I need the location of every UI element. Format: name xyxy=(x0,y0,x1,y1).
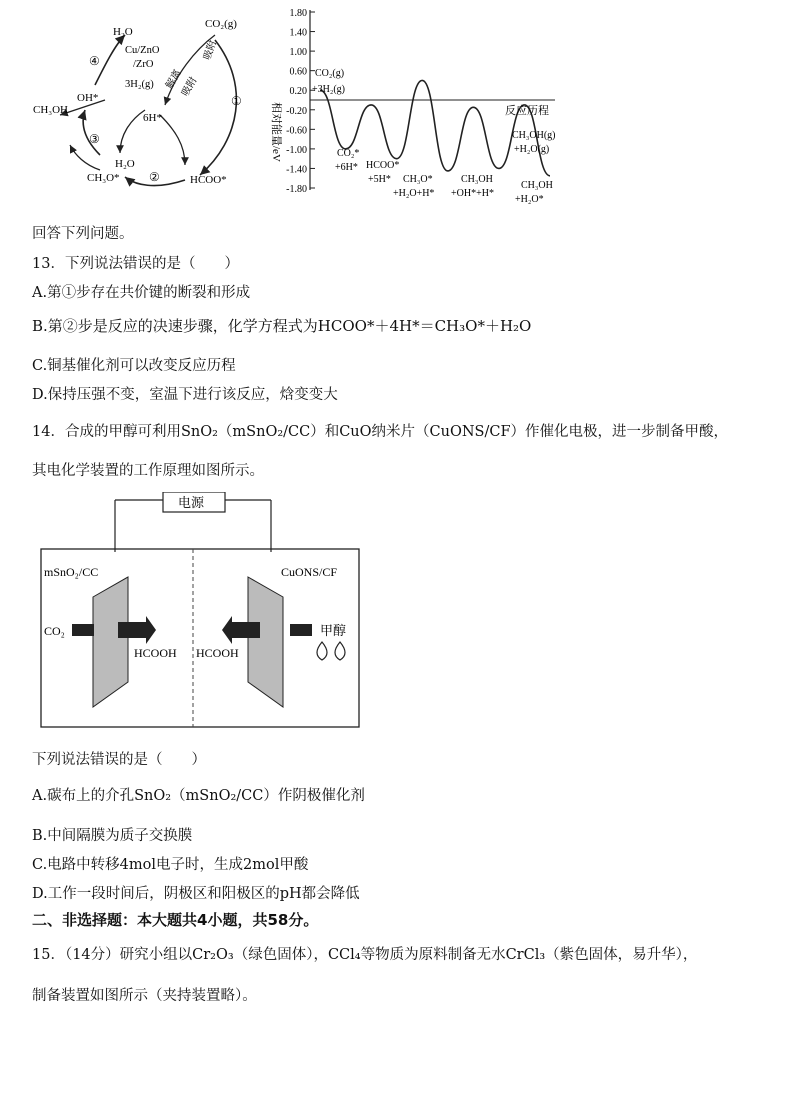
left-electrode xyxy=(93,577,128,707)
q14-option-a: A.碳布上的介孔SnO₂（mSnO₂/CC）作阴极催化剂 xyxy=(32,788,365,804)
chart-xlabel: 反应历程 xyxy=(505,105,549,117)
cycle-adsorb-2: 吸附 xyxy=(179,75,200,99)
q14-option-b: B.中间隔膜为质子交换膜 xyxy=(32,828,193,844)
cycle-step2: ② xyxy=(149,170,160,184)
y-tick-label: 1.80 xyxy=(289,8,307,19)
label-i1: CO₂* xyxy=(337,148,360,159)
label-i3b: +H₂O+H* xyxy=(393,188,435,199)
label-i1b: +6H* xyxy=(335,162,358,173)
q14-stem-3: 下列说法错误的是（ ） xyxy=(32,752,206,768)
y-tick-label: 1.40 xyxy=(289,27,307,39)
label-i4: CH₃OH xyxy=(461,174,493,185)
y-tick-label: -1.00 xyxy=(286,144,307,156)
intro-text: 回答下列问题。 xyxy=(32,226,134,242)
cycle-h2o-top: H₂O xyxy=(113,26,133,38)
cycle-h2o-bottom: H₂O xyxy=(115,158,135,170)
label-i2: HCOO* xyxy=(366,160,400,171)
right-electrode xyxy=(248,577,283,707)
y-tick-label: -0.60 xyxy=(286,125,307,137)
cell-hcooh-left: HCOOH xyxy=(134,646,177,660)
q14-stem-1: 14．合成的甲醇可利用SnO₂（mSnO₂/CC）和CuO纳米片（CuONS/CF）作催化电极，进一步制备甲酸， xyxy=(32,424,729,440)
q13-option-c: C.铜基催化剂可以改变反应历程 xyxy=(32,358,236,374)
label-start: CO₂(g) xyxy=(315,68,345,79)
q13-option-b: B.第②步是反应的决速步骤，化学方程式为HCOO*＋4H*＝CH₃O*＋H₂O xyxy=(32,317,532,335)
droplet-icon xyxy=(335,642,345,660)
cell-methanol-label: 甲醇 xyxy=(320,623,347,638)
catalytic-cycle-diagram xyxy=(25,5,260,200)
cycle-ch3o: CH₃O* xyxy=(87,172,120,184)
cycle-catalyst-2: /ZrO xyxy=(133,59,154,70)
label-end2: CH₃OH xyxy=(521,180,553,191)
electrochemical-cell-diagram xyxy=(38,492,363,732)
label-start2: +3H₂(g) xyxy=(312,84,346,95)
cycle-step3: ③ xyxy=(89,132,100,146)
y-tick-label: -1.80 xyxy=(286,184,307,195)
label-i2b: +5H* xyxy=(368,174,391,185)
cycle-co2: CO₂(g) xyxy=(205,18,237,30)
cycle-catalyst-1: Cu/ZnO xyxy=(125,45,160,56)
q13-stem: 13．下列说法错误的是（ ） xyxy=(32,256,239,272)
q14-option-c: C.电路中转移4mol电子时，生成2mol甲酸 xyxy=(32,857,309,873)
cycle-h2: 3H₂(g) xyxy=(125,79,154,90)
label-i4b: +OH*+H* xyxy=(451,188,494,199)
section-2-heading: 二、非选择题：本大题共4小题，共58分。 xyxy=(32,911,319,929)
y-tick-label: 1.00 xyxy=(289,47,307,59)
power-source-label: 电源 xyxy=(178,495,205,510)
left-electrode-label: mSnO₂/CC xyxy=(44,565,99,579)
chart-ylabel: 相对能量/eV xyxy=(270,102,282,162)
cycle-dissoc: 解离 xyxy=(164,68,184,91)
label-i3: CH₃O* xyxy=(403,174,433,185)
y-tick-label: 0.60 xyxy=(289,66,307,78)
y-tick-label: -1.40 xyxy=(286,164,307,176)
energy-profile-chart xyxy=(265,2,565,210)
cycle-hcoo: HCOO* xyxy=(190,174,227,186)
y-tick-label: -0.20 xyxy=(286,105,307,117)
q15-line-2: 制备装置如图所示（夹持装置略）。 xyxy=(32,988,257,1004)
cycle-adsorb-1: 吸附 xyxy=(201,39,220,62)
cell-co2-label: CO₂ xyxy=(44,624,65,638)
q13-option-d: D.保持压强不变，室温下进行该反应，焓变变大 xyxy=(32,387,338,403)
cycle-6h: 6H* xyxy=(143,112,162,124)
cycle-ch3oh: CH₃OH xyxy=(33,104,69,116)
cycle-oh: OH* xyxy=(77,92,99,104)
y-tick-label: 0.20 xyxy=(289,86,307,98)
q13-option-a: A.第①步存在共价键的断裂和形成 xyxy=(32,285,251,301)
cell-hcooh-right: HCOOH xyxy=(196,646,239,660)
q14-option-d: D.工作一段时间后，阴极区和阳极区的pH都会降低 xyxy=(32,886,360,902)
cycle-step1: ① xyxy=(231,94,242,108)
label-end1b: +H₂O(g) xyxy=(514,144,550,155)
cycle-step4: ④ xyxy=(89,54,100,68)
q15-line-1: 15．（14分）研究小组以Cr₂O₃（绿色固体），CCl₄等物质为原料制备无水CrCl₃（紫色固体，易升华）， xyxy=(32,947,698,963)
label-end1: CH₃OH(g) xyxy=(512,130,556,141)
droplet-icon xyxy=(317,642,327,660)
right-electrode-label: CuONS/CF xyxy=(281,565,338,579)
q14-stem-2: 其电化学装置的工作原理如图所示。 xyxy=(32,463,264,479)
label-end2b: +H₂O* xyxy=(515,194,544,205)
